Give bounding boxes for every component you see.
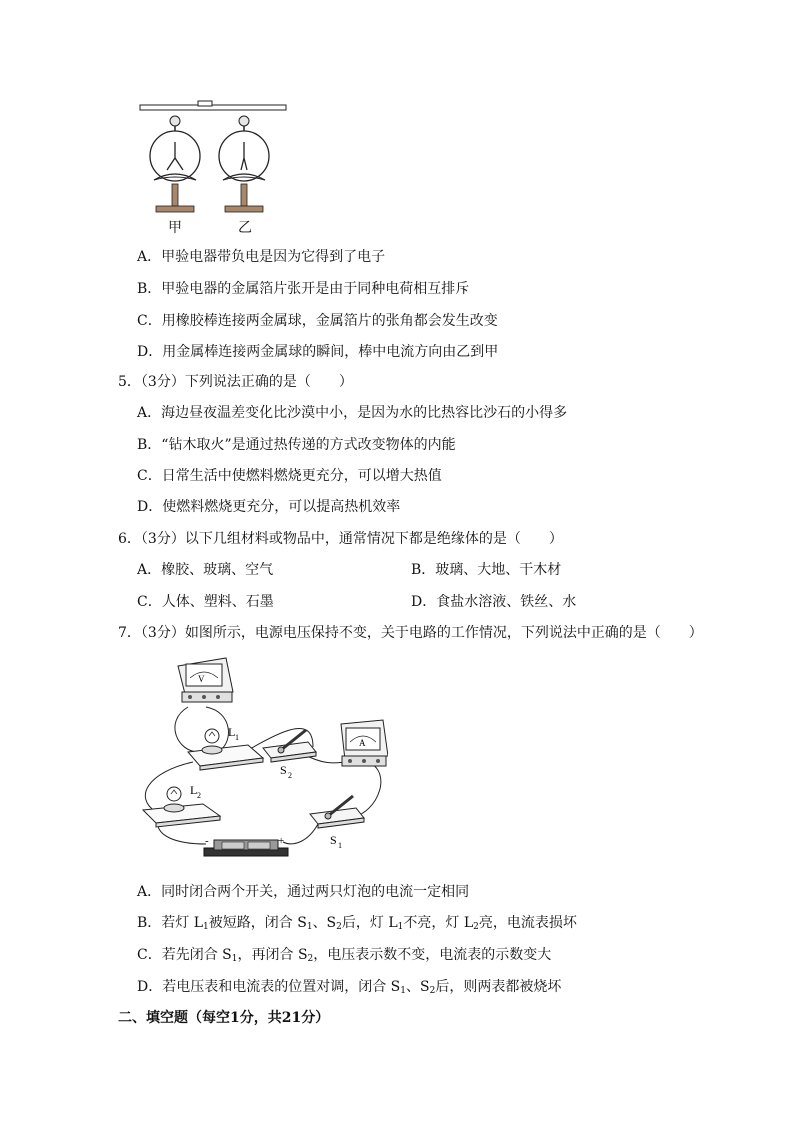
- q7-option-c-part1: C．若先闭合 S: [137, 947, 232, 963]
- electroscope-yi: [219, 116, 269, 212]
- q7-option-d: [137, 978, 561, 1000]
- ammeter-label: A: [359, 738, 366, 748]
- lamp-l1: [188, 729, 263, 770]
- lamp-l1-label: L: [228, 725, 236, 739]
- q7-option-d-part3: 后，则两表都被烧坏: [435, 979, 562, 995]
- q6-option-d: D．食盐水溶液、铁丝、水: [411, 594, 577, 610]
- q7-option-b-part1: B．若灯 L: [137, 915, 204, 931]
- battery-plus-label: +: [278, 835, 285, 847]
- q7-option-b-part3: 、S: [312, 915, 337, 931]
- q7-option-b-sub2: 1: [306, 922, 313, 932]
- q6-stem: 6．（3分）以下几组材料或物品中，通常情况下都是绝缘体的是（ ）: [118, 531, 563, 547]
- q5-stem: 5．（3分）下列说法正确的是（ ）: [118, 374, 353, 390]
- q7-option-b: [137, 914, 577, 936]
- q5-option-c: C．日常生活中使燃料燃烧更充分，可以增大热值: [137, 468, 442, 484]
- battery-minus-label: -: [205, 835, 209, 847]
- q7-option-c-part3: ，电压表示数不变，电流表的示数变大: [313, 947, 552, 963]
- q5-option-b: B．“钻木取火”是通过热传递的方式改变物体的内能: [137, 437, 456, 453]
- switch-s1-label: S: [330, 833, 337, 847]
- q4-option-a: A．甲验电器带负电是因为它得到了电子: [137, 249, 386, 265]
- switch-s2-subscript: 2: [288, 771, 292, 780]
- q7-option-c-sub2: 2: [307, 954, 314, 964]
- q6-option-b: B．玻璃、大地、干木材: [411, 562, 562, 578]
- q7-option-d-part2: 、S: [406, 979, 430, 995]
- q5-option-d: D．使燃料燃烧更充分，可以提高热机效率: [137, 499, 401, 515]
- lamp-l2-label: L: [190, 783, 198, 797]
- q7-option-b-sub3: 2: [336, 922, 342, 932]
- ammeter: [341, 720, 388, 766]
- electroscope-label-yi: 乙: [238, 220, 252, 236]
- q7-option-b-sub1: 1: [203, 922, 209, 932]
- q7-option-d-part1: D．若电压表和电流表的位置对调，闭合 S: [137, 979, 401, 995]
- electroscope-jia: [150, 116, 200, 212]
- switch-s1: [310, 796, 364, 828]
- circuit-figure: [138, 652, 388, 867]
- q7-option-a: A．同时闭合两个开关，通过两只灯泡的电流一定相同: [137, 884, 470, 900]
- q7-option-b-sub5: 2: [473, 922, 479, 932]
- q7-option-d-sub1: 1: [400, 986, 406, 996]
- q7-option-c-part2: ，再闭合 S: [237, 947, 308, 963]
- voltmeter: [178, 658, 233, 702]
- q7-option-c: [137, 946, 551, 968]
- electroscope-figure: [138, 98, 288, 238]
- q6-option-a: A．橡胶、玻璃、空气: [137, 562, 274, 578]
- q4-option-c: C．用橡胶棒连接两金属球，金属箔片的张角都会发生改变: [137, 313, 498, 329]
- lamp-l2-subscript: 2: [197, 791, 201, 800]
- lamp-l2: [143, 787, 220, 827]
- q7-option-b-part4: 后，灯 L: [341, 915, 398, 931]
- q6-option-c: C．人体、塑料、石墨: [137, 594, 274, 610]
- battery-holder: [204, 840, 288, 856]
- q7-option-b-part6: 亮，电流表损坏: [478, 915, 577, 931]
- q5-option-a: A．海边昼夜温差变化比沙漠中小，是因为水的比热容比沙石的小得多: [137, 405, 568, 421]
- switch-s1-subscript: 1: [338, 841, 342, 850]
- q7-option-c-sub1: 1: [231, 954, 238, 964]
- q7-option-d-sub2: 2: [429, 986, 436, 996]
- q7-stem: 7．（3分）如图所示，电源电压保持不变，关于电路的工作情况，下列说法中正确的是（ ）: [118, 625, 703, 641]
- q7-option-b-sub4: 1: [397, 922, 404, 932]
- section-2-heading: 二、填空题（每空1分，共21分）: [118, 1010, 330, 1026]
- switch-s2-label: S: [280, 763, 287, 777]
- q7-option-b-part5: 不亮，灯 L: [403, 915, 474, 931]
- switch-s2: [263, 730, 316, 762]
- electroscope-label-jia: 甲: [168, 220, 182, 236]
- q7-option-b-part2: 被短路，闭合 S: [208, 915, 307, 931]
- voltmeter-label: V: [198, 674, 205, 684]
- q4-option-b: B．甲验电器的金属箔片张开是由于同种电荷相互排斥: [137, 281, 470, 297]
- lamp-l1-subscript: 1: [235, 733, 239, 742]
- q4-option-d: D．用金属棒连接两金属球的瞬间，棒中电流方向由乙到甲: [137, 344, 499, 360]
